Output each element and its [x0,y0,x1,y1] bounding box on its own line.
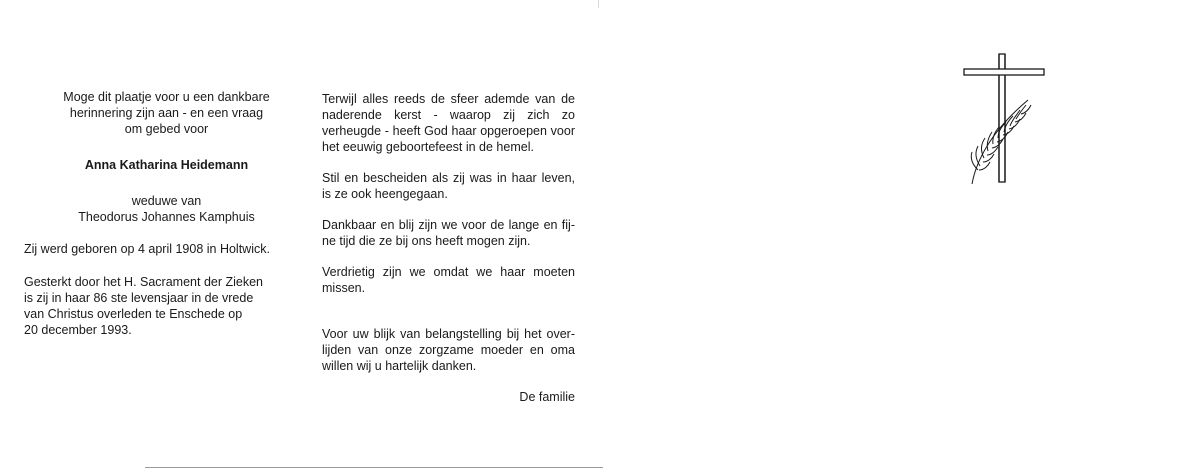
text-line: willen wij u hartelijk danken. [322,359,477,373]
text-line: naderende kerst - waarop zij zich zo [322,108,575,122]
signoff: De familie [519,390,575,404]
widow-line: weduwe van [131,194,202,208]
death-line: 20 december 1993. [24,323,132,337]
death-line: van Christus overleden te Enschede op [24,307,243,321]
text-line: Dankbaar en blij zijn we voor de lange en fij- [322,218,575,232]
widow-of [24,193,309,225]
paragraph-quiet [322,170,575,202]
intro-line: herinnering zijn aan - en een vraag [69,106,264,120]
paragraph-christmas [322,91,575,155]
intro-line: om gebed voor [124,122,209,136]
text-line: het eeuwig geboortefeest in de hemel. [322,140,534,154]
death-line: Gesterkt door het H. Sacrament der Zieken [24,275,263,289]
birth-statement: Zij werd geboren op 4 april 1908 in Holtwick. [24,242,270,256]
cross-with-palm-branch-icon [958,52,1050,186]
middle-panel [322,91,575,405]
text-line: missen. [322,281,366,295]
left-panel [24,89,309,338]
text-line: lijden van onze zorgzame moeder en oma [322,343,575,357]
intro-line: Moge dit plaatje voor u een dankbare [63,90,270,104]
text-line: ne tijd die ze bij ons heeft mogen zijn. [322,234,531,248]
text-line: Verdrietig zijn we omdat we haar moeten [322,265,575,279]
paragraph-sad [322,264,575,296]
deceased-name: Anna Katharina Heidemann [84,158,249,172]
paragraph-grateful [322,217,575,249]
text-line: verheugde - heeft God haar opgeroepen voor [322,124,575,138]
intro-text [24,89,309,137]
text-line: is ze ook heengegaan. [322,187,448,201]
spouse-name: Theodorus Johannes Kamphuis [78,210,255,224]
fold-mark [598,0,599,8]
death-statement [24,274,309,338]
text-line: Stil en bescheiden als zij was in haar leven, [322,171,575,185]
text-line: Terwijl alles reeds de sfeer ademde van de [322,92,575,106]
paragraph-thanks [322,326,575,374]
text-line: Voor uw blijk van belangstelling bij het over- [322,327,575,341]
death-line: is zij in haar 86 ste levensjaar in de vrede [24,291,254,305]
bottom-rule [145,467,603,468]
